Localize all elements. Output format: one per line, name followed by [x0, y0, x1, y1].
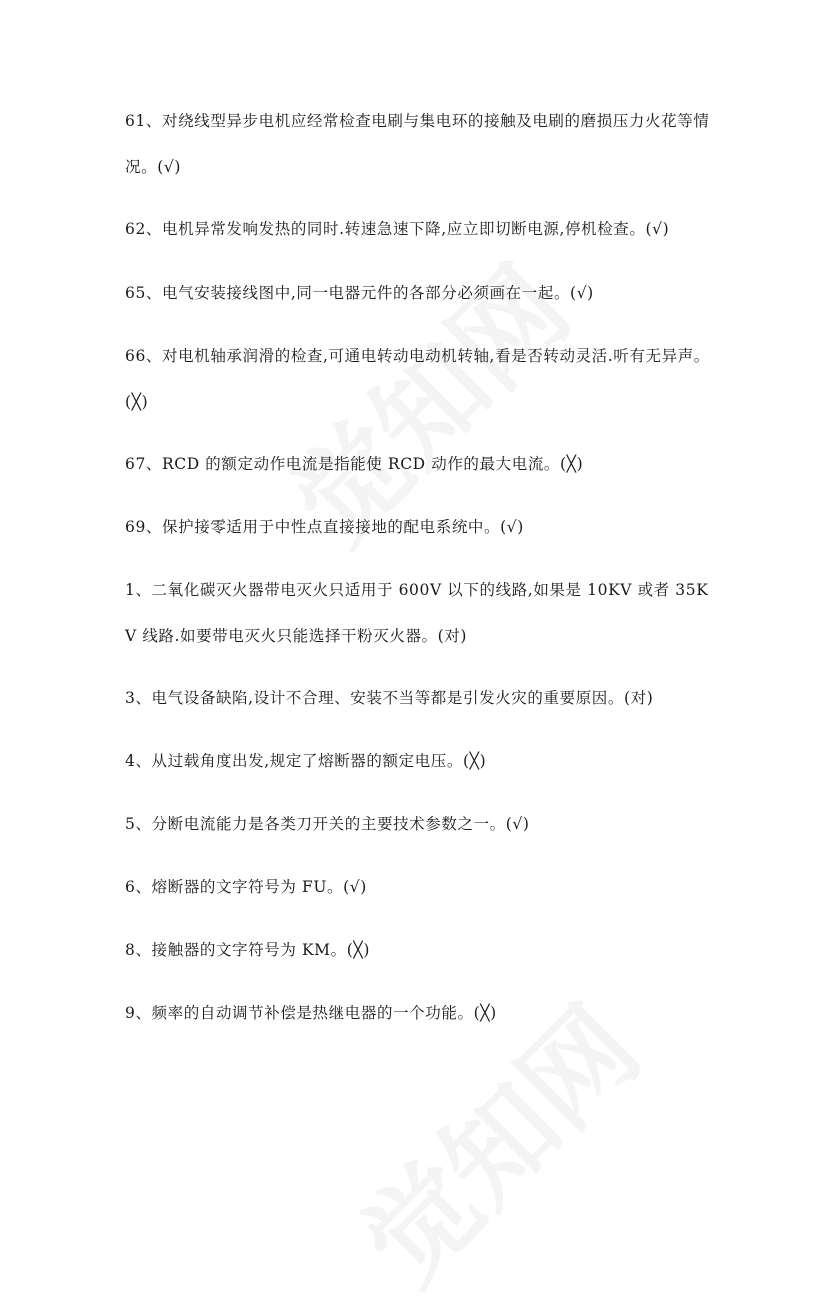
question-item: 69、保护接零适用于中性点直接接地的配电系统中。(√): [125, 518, 524, 536]
question-item: 1、二氧化碳灭火器带电灭火只适用于 600V 以下的线路,如果是 10KV 或者 35KV 线路.如要带电灭火只能选择干粉灭火器。(对): [125, 581, 709, 645]
question-item: 62、电机异常发响发热的同时.转速急速下降,应立即切断电源,停机检查。(√): [125, 220, 670, 238]
question-item: 67、RCD 的额定动作电流是指能使 RCD 动作的最大电流。(╳): [125, 455, 584, 473]
question-item: 4、从过载角度出发,规定了熔断器的额定电压。(╳): [125, 752, 487, 770]
question-item: 5、分断电流能力是各类刀开关的主要技术参数之一。(√): [125, 815, 530, 833]
question-item: 8、接触器的文字符号为 KM。(╳): [125, 941, 370, 959]
question-item: 9、频率的自动调节补偿是热继电器的一个功能。(╳): [125, 1004, 497, 1022]
question-item: 66、对电机轴承润滑的检查,可通电转动电动机转轴,看是否转动灵活.听有无异声。(╳): [125, 347, 710, 411]
question-item: 6、熔断器的文字符号为 FU。(√): [125, 878, 367, 896]
question-item: 3、电气设备缺陷,设计不合理、安装不当等都是引发火灾的重要原因。(对): [125, 689, 654, 707]
question-item: 61、对绕线型异步电机应经常检查电刷与集电环的接触及电刷的磨损压力火花等情况。(√): [125, 112, 710, 176]
question-item: 65、电气安装接线图中,同一电器元件的各部分必须画在一起。(√): [125, 284, 594, 302]
